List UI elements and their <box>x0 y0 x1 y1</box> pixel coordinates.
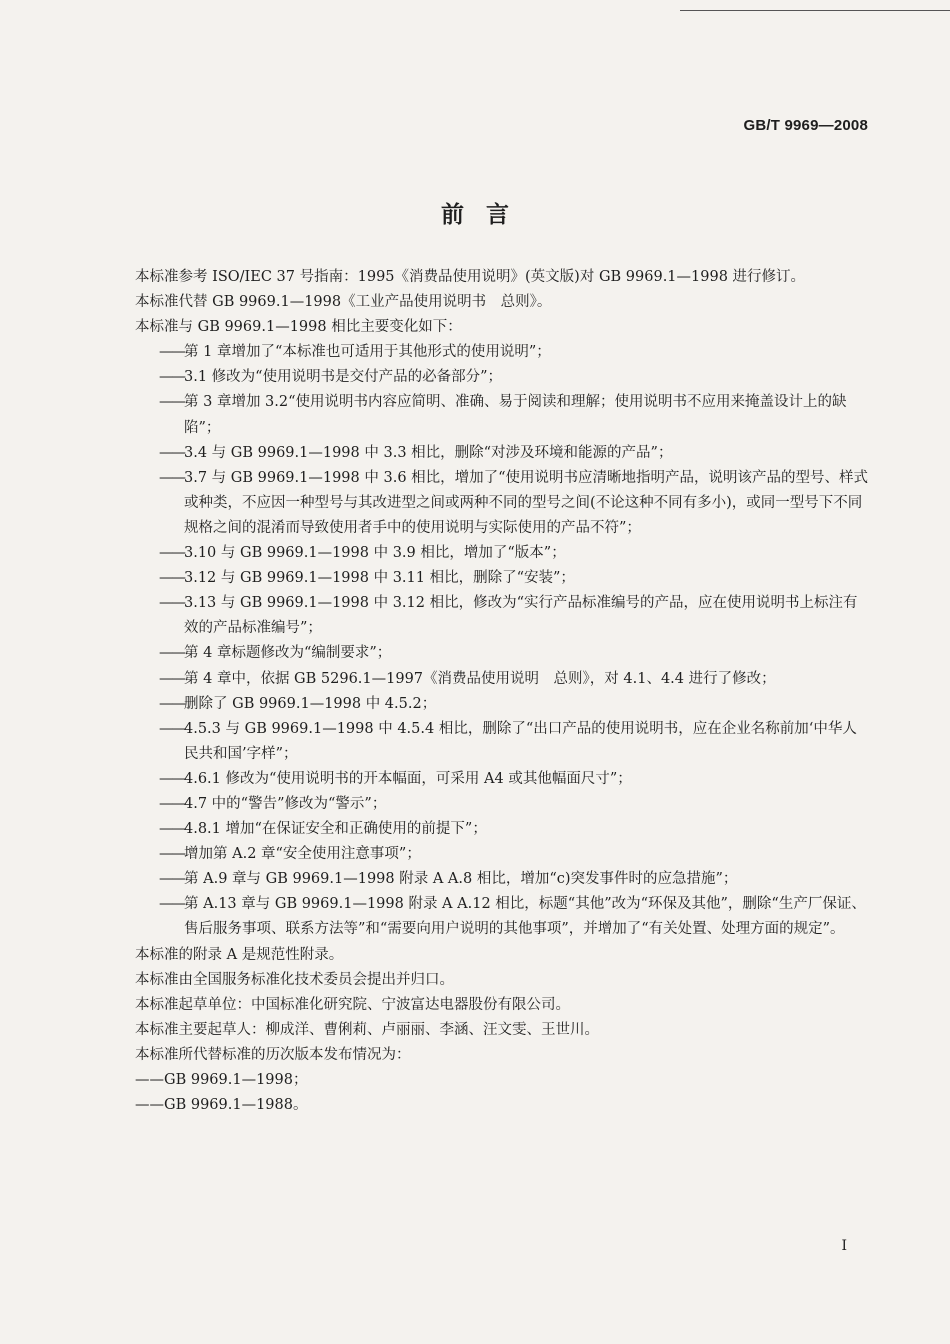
foreword-body <box>135 265 870 1118</box>
list-dash: —— <box>159 871 184 888</box>
paragraph: 本标准主要起草人：柳成洋、曹俐莉、卢丽丽、李涵、汪文雯、王世川。 <box>135 1021 599 1038</box>
list-item-text: 4.6.1 修改为“使用说明书的开本幅面，可采用 A4 或其他幅面尺寸”； <box>184 770 632 787</box>
list-item-text: 4.5.3 与 GB 9969.1—1998 中 4.5.4 相比，删除了“出口产品的使用说明书，应在企业名称前加‘中华人民共和国’字样”； <box>184 720 857 762</box>
history-item-text: GB 9969.1—1988。 <box>164 1097 308 1114</box>
list-dash: —— <box>159 770 184 787</box>
paragraph: 本标准由全国服务标准化技术委员会提出并归口。 <box>135 971 454 988</box>
list-dash: —— <box>159 896 184 913</box>
list-item-text: 3.10 与 GB 9969.1—1998 中 3.9 相比，增加了“版本”； <box>184 545 566 562</box>
paragraph: 本标准与 GB 9969.1—1998 相比主要变化如下： <box>135 319 462 336</box>
history-item-text: GB 9969.1—1998； <box>164 1072 308 1088</box>
list-item <box>135 390 870 440</box>
list-item <box>135 817 870 842</box>
list-item-text: 4.7 中的“警告”修改为“警示”； <box>184 795 387 812</box>
list-item <box>135 365 870 390</box>
paragraph: 本标准所代替标准的历次版本发布情况为： <box>135 1046 411 1063</box>
list-item <box>135 641 870 666</box>
list-item <box>135 591 870 641</box>
list-item <box>135 792 870 817</box>
list-item <box>135 717 870 767</box>
list-item-text: 第 3 章增加 3.2“使用说明书内容应简明、准确、易于阅读和理解；使用说明书不应用来掩盖设计上的缺陷”； <box>184 394 847 436</box>
list-item-text: 3.13 与 GB 9969.1—1998 中 3.12 相比，修改为“实行产品标准编号的产品，应在使用说明书上标注有效的产品标准编号”； <box>184 595 858 637</box>
list-dash: —— <box>135 1097 164 1114</box>
standard-code: GB/T 9969—2008 <box>743 117 868 134</box>
list-item <box>135 767 870 792</box>
list-dash: —— <box>159 645 184 662</box>
list-item-text: 第 A.9 章与 GB 9969.1—1998 附录 A A.8 相比，增加“c)突发事件时的应急措施”； <box>184 871 738 888</box>
list-item-text: 3.1 修改为“使用说明书是交付产品的必备部分”； <box>184 369 502 386</box>
list-dash: —— <box>159 545 184 562</box>
paragraph: 本标准起草单位：中国标准化研究院、宁波富达电器股份有限公司。 <box>135 996 570 1013</box>
list-dash: —— <box>159 846 184 863</box>
history-item <box>135 1068 870 1093</box>
list-dash: —— <box>159 444 184 461</box>
list-item-text: 3.7 与 GB 9969.1—1998 中 3.6 相比，增加了“使用说明书应清晰地指明产品，说明该产品的型号、样式或种类，不应因一种型号与其改进型之间或两种不同的型号之间(不论这种不同有多小)，或同一型号下不同规格之间的混淆而导致使用者手中的使用说明与实际使用的产品不符”； <box>184 469 869 536</box>
list-item <box>135 541 870 566</box>
list-item <box>135 692 870 717</box>
list-item-text: 3.12 与 GB 9969.1—1998 中 3.11 相比，删除了“安装”； <box>184 570 575 587</box>
list-item <box>135 441 870 466</box>
list-dash: —— <box>159 670 184 687</box>
list-dash: —— <box>159 469 184 486</box>
list-item-text: 第 A.13 章与 GB 9969.1—1998 附录 A A.12 相比，标题“其他”改为“环保及其他”，删除“生产厂保证、售后服务事项、联系方法等”和“需要向用户说明的其他事项”，并增加了“有关处置、处理方面的规定”。 <box>184 896 866 938</box>
list-item-text: 增加第 A.2 章“安全使用注意事项”； <box>184 846 421 863</box>
list-item <box>135 892 870 942</box>
list-item-text: 第 1 章增加了“本标准也可适用于其他形式的使用说明”； <box>184 344 551 361</box>
page-number: I <box>841 1238 847 1254</box>
list-item <box>135 667 870 692</box>
list-item <box>135 842 870 867</box>
list-item-text: 删除了 GB 9969.1—1998 中 4.5.2； <box>184 695 437 712</box>
paragraph: 本标准的附录 A 是规范性附录。 <box>135 946 344 963</box>
list-dash: —— <box>159 394 184 411</box>
list-dash: —— <box>159 720 184 737</box>
list-item <box>135 566 870 591</box>
list-dash: —— <box>159 695 184 712</box>
list-dash: —— <box>159 821 184 838</box>
list-item-text: 第 4 章标题修改为“编制要求”； <box>184 645 392 662</box>
list-item <box>135 466 870 541</box>
list-item-text: 3.4 与 GB 9969.1—1998 中 3.3 相比，删除“对涉及环境和能源的产品”； <box>184 444 673 461</box>
list-dash: —— <box>159 344 184 361</box>
paragraph: 本标准代替 GB 9969.1—1998《工业产品使用说明书 总则》。 <box>135 294 552 311</box>
list-dash: —— <box>159 595 184 612</box>
list-dash: —— <box>159 369 184 386</box>
list-item <box>135 867 870 892</box>
history-item <box>135 1093 870 1118</box>
list-item <box>135 340 870 365</box>
list-item-text: 第 4 章中，依据 GB 5296.1—1997《消费品使用说明 总则》，对 4.1、4.4 进行了修改； <box>184 670 776 687</box>
list-dash: —— <box>135 1072 164 1088</box>
top-rule <box>680 10 950 11</box>
list-item-text: 4.8.1 增加“在保证安全和正确使用的前提下”； <box>184 821 487 838</box>
paragraph: 本标准参考 ISO/IEC 37 号指南：1995《消费品使用说明》(英文版)对 GB 9969.1—1998 进行修订。 <box>135 269 806 285</box>
list-dash: —— <box>159 795 184 812</box>
list-dash: —— <box>159 570 184 587</box>
page-title: 前言 <box>441 201 531 228</box>
changes-list <box>135 340 870 942</box>
